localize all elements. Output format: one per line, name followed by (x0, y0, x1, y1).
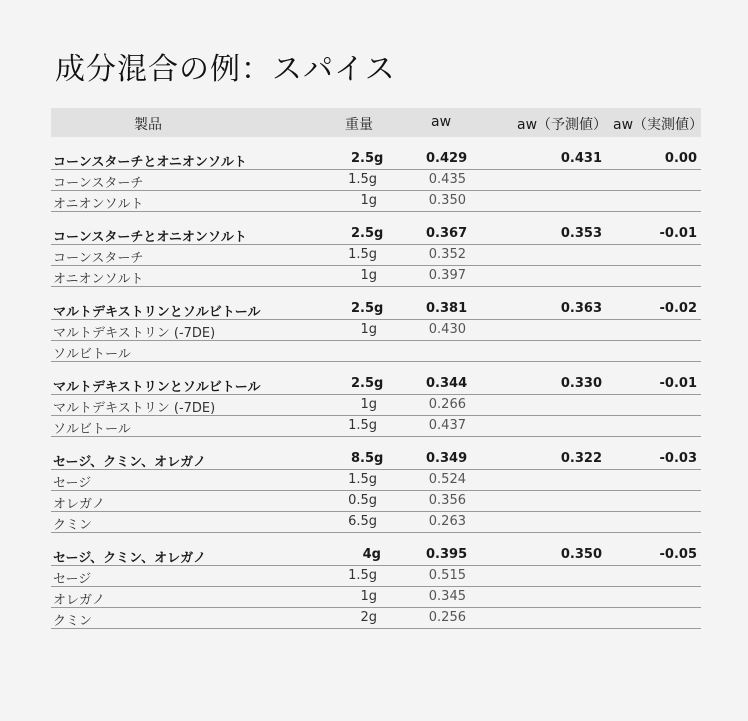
ingredient-aw: 0.345 (428, 589, 466, 604)
ingredient-name: コーンスターチ (53, 251, 144, 266)
ingredient-name: ソルビトール (53, 422, 131, 437)
mix-weight: 4g (362, 547, 381, 562)
mix-weight: 8.5g (351, 451, 384, 466)
mix-name: セージ、クミン、オレガノ (53, 455, 207, 470)
mix-aw-measured: 0.00 (664, 151, 697, 166)
ingredient-aw: 0.266 (428, 397, 466, 412)
mix-total-row (51, 449, 701, 470)
mix-name: コーンスターチとオニオンソルト (53, 230, 247, 245)
header-aw-measured: aw（実測値） (613, 117, 704, 133)
ingredient-aw: 0.352 (428, 247, 466, 262)
mix-name: マルトデキストリンとソルビトール (53, 305, 261, 320)
spice-mix-table (51, 108, 704, 629)
mix-total-row (51, 545, 701, 566)
mix-weight: 2.5g (351, 301, 384, 316)
mix-weight: 2.5g (351, 226, 384, 241)
ingredient-name: セージ (53, 476, 92, 491)
ingredient-weight: 1g (360, 322, 377, 337)
ingredient-aw: 0.430 (428, 322, 466, 337)
ingredient-aw: 0.437 (428, 418, 466, 433)
mix-aw-measured: -0.01 (659, 226, 697, 241)
ingredient-row (51, 341, 701, 362)
ingredient-weight: 0.5g (348, 493, 377, 508)
ingredient-row (51, 191, 701, 212)
ingredient-name: コーンスターチ (53, 176, 144, 191)
mix-aw-predicted: 0.330 (560, 376, 602, 391)
mix-total-row (51, 374, 701, 395)
ingredient-weight: 1.5g (348, 247, 377, 262)
ingredient-row (51, 245, 701, 266)
ingredient-row (51, 491, 701, 512)
ingredient-name: ソルビトール (53, 347, 131, 362)
table-header (51, 108, 704, 137)
mix-name: セージ、クミン、オレガノ (53, 551, 207, 566)
ingredient-row (51, 416, 701, 437)
ingredient-row (51, 566, 701, 587)
mix-group (51, 449, 701, 533)
ingredient-weight: 1.5g (348, 472, 377, 487)
mix-aw: 0.381 (426, 301, 468, 316)
ingredient-row (51, 170, 701, 191)
ingredient-aw: 0.356 (428, 493, 466, 508)
mix-weight: 2.5g (351, 376, 384, 391)
ingredient-aw: 0.515 (428, 568, 466, 583)
ingredient-name: オニオンソルト (53, 197, 144, 212)
mix-aw-measured: -0.01 (659, 376, 697, 391)
mix-total-row (51, 149, 701, 170)
mix-aw-predicted: 0.322 (560, 451, 602, 466)
mix-aw-measured: -0.02 (659, 301, 697, 316)
mix-aw-measured: -0.03 (659, 451, 697, 466)
header-aw: aw (431, 114, 452, 130)
ingredient-row (51, 470, 701, 491)
mix-group (51, 224, 701, 287)
ingredient-weight: 2g (360, 610, 377, 625)
mix-aw: 0.395 (426, 547, 468, 562)
mix-name: コーンスターチとオニオンソルト (53, 155, 247, 170)
mix-aw: 0.367 (426, 226, 468, 241)
mix-aw: 0.344 (426, 376, 468, 391)
ingredient-row (51, 320, 701, 341)
mix-group (51, 149, 701, 212)
mix-total-row (51, 299, 701, 320)
header-aw-predicted: aw（予測値） (517, 117, 608, 133)
mix-name: マルトデキストリンとソルビトール (53, 380, 261, 395)
ingredient-weight: 1.5g (348, 172, 377, 187)
ingredient-row (51, 608, 701, 629)
header-weight: 重量 (345, 117, 373, 133)
mix-weight: 2.5g (351, 151, 384, 166)
ingredient-name: オレガノ (53, 497, 106, 512)
ingredient-name: クミン (53, 614, 93, 629)
ingredient-weight: 1.5g (348, 568, 377, 583)
page-title: 成分混合の例：スパイス (55, 52, 396, 87)
ingredient-weight: 1g (360, 397, 377, 412)
mix-aw: 0.429 (426, 151, 468, 166)
ingredient-name: セージ (53, 572, 92, 587)
mix-group (51, 299, 701, 362)
ingredient-row (51, 266, 701, 287)
mix-group (51, 374, 701, 437)
ingredient-name: オニオンソルト (53, 272, 144, 287)
ingredient-aw: 0.397 (428, 268, 466, 283)
mix-aw-measured: -0.05 (659, 547, 697, 562)
ingredient-aw: 0.256 (428, 610, 466, 625)
ingredient-aw: 0.350 (428, 193, 466, 208)
ingredient-weight: 1g (360, 268, 377, 283)
ingredient-name: クミン (53, 518, 93, 533)
ingredient-row (51, 395, 701, 416)
ingredient-weight: 1.5g (348, 418, 377, 433)
ingredient-row (51, 587, 701, 608)
ingredient-aw: 0.524 (428, 472, 466, 487)
ingredient-name: マルトデキストリン (-7DE) (53, 401, 216, 416)
mix-aw-predicted: 0.350 (560, 547, 602, 562)
mix-aw: 0.349 (426, 451, 468, 466)
ingredient-name: マルトデキストリン (-7DE) (53, 326, 216, 341)
mix-total-row (51, 224, 701, 245)
ingredient-name: オレガノ (53, 593, 106, 608)
mix-aw-predicted: 0.363 (560, 301, 602, 316)
table-body (51, 149, 701, 629)
ingredient-weight: 1g (360, 589, 377, 604)
ingredient-weight: 1g (360, 193, 377, 208)
mix-aw-predicted: 0.353 (560, 226, 602, 241)
ingredient-aw: 0.263 (428, 514, 466, 529)
ingredient-weight: 6.5g (348, 514, 377, 529)
mix-group (51, 545, 701, 629)
ingredient-row (51, 512, 701, 533)
mix-aw-predicted: 0.431 (560, 151, 602, 166)
header-product: 製品 (134, 117, 162, 133)
ingredient-aw: 0.435 (428, 172, 466, 187)
